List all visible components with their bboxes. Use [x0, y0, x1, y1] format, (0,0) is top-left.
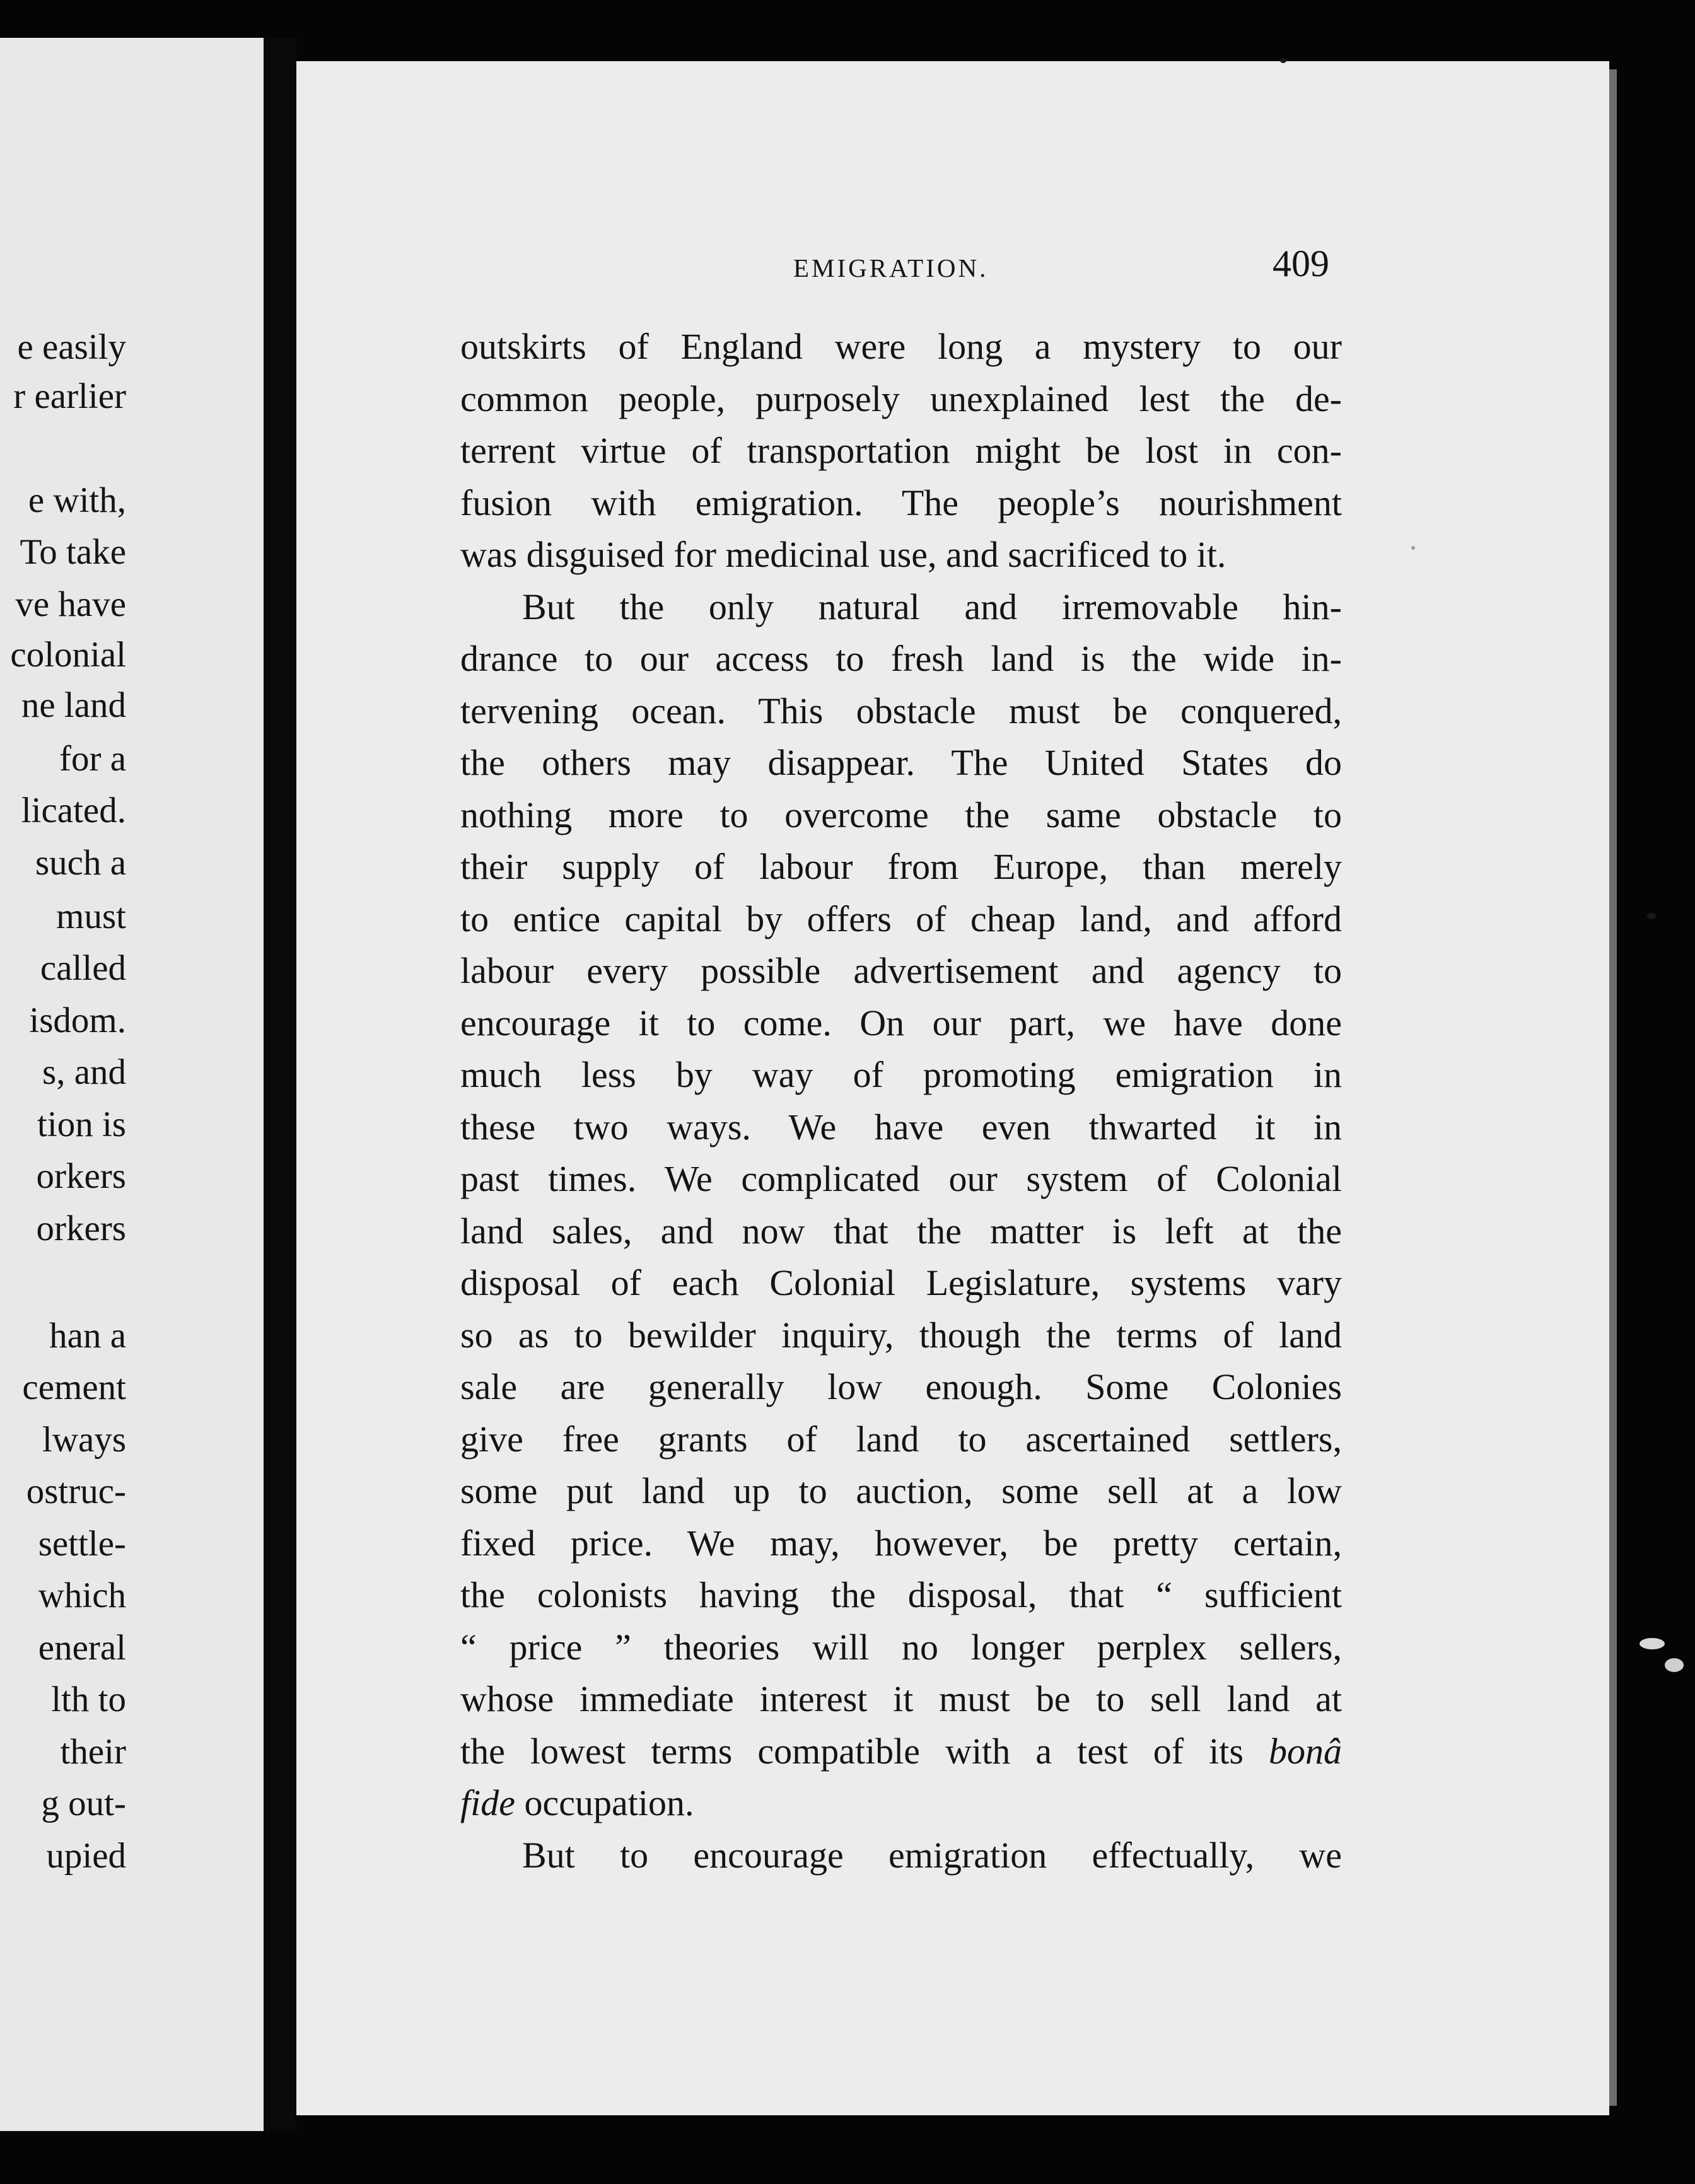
body-line: land sales, and now that the matter is left at the: [460, 1211, 1342, 1252]
body-line: But to encourage emigration effectually, we: [522, 1835, 1342, 1876]
left-page-line: eneral: [38, 1628, 126, 1668]
scan-speck: [1640, 1638, 1665, 1649]
left-page-line: ne land: [21, 685, 126, 725]
body-line: terrent virtue of transportation might be lost in con-: [460, 430, 1342, 471]
scan-speck: [1411, 546, 1415, 550]
left-page-line: To take: [20, 532, 126, 572]
body-line: fixed price. We may, however, be pretty certain,: [460, 1523, 1342, 1564]
body-line: sale are generally low enough. Some Colonies: [460, 1366, 1342, 1407]
left-page-line: ostruc-: [26, 1472, 126, 1511]
body-line: disposal of each Colonial Legislature, systems vary: [460, 1262, 1342, 1303]
body-line: fusion with emigration. The people’s nourishment: [460, 482, 1342, 523]
body-line: common people, purposely unexplained lest the de-: [460, 378, 1342, 419]
left-page-line: which: [38, 1576, 126, 1615]
body-line: whose immediate interest it must be to sell land at: [460, 1678, 1342, 1719]
body-line: nothing more to overcome the same obstacle to: [460, 794, 1342, 835]
body-line: drance to our access to fresh land is the wide in-: [460, 638, 1342, 679]
body-line: “ price ” theories will no longer perplex sellers,: [460, 1627, 1342, 1668]
left-page-line: orkers: [36, 1156, 126, 1196]
left-page-line: must: [56, 897, 126, 936]
left-page-line: isdom.: [29, 1001, 126, 1040]
page-edge: [1609, 69, 1617, 2106]
body-line: their supply of labour from Europe, than merely: [460, 846, 1342, 887]
left-page-line: orkers: [36, 1209, 126, 1248]
body-line-with-italic: [460, 1783, 1342, 1823]
body-line: outskirts of England were long a mystery to our: [460, 326, 1342, 367]
body-line: was disguised for medicinal use, and sacrificed to it.: [460, 534, 1226, 575]
body-line: so as to bewilder inquiry, though the terms of land: [460, 1315, 1342, 1356]
body-line: labour every possible advertisement and agency to: [460, 950, 1342, 991]
body-line-text: occupation.: [524, 1782, 694, 1823]
left-page-line: e easily: [17, 327, 126, 367]
body-line-text: the lowest terms compatible with a test of its: [460, 1731, 1244, 1772]
body-line: past times. We complicated our system of Colonial: [460, 1158, 1342, 1199]
left-page-line: colonial: [10, 635, 126, 675]
left-page-line: s, and: [42, 1052, 126, 1092]
left-page-line: han a: [49, 1316, 126, 1356]
left-page-line: called: [40, 948, 126, 988]
left-page-line: licated.: [21, 791, 126, 830]
left-page-line: for a: [59, 739, 126, 779]
left-page-line: tion is: [37, 1105, 126, 1144]
italic-word: fide: [460, 1782, 515, 1823]
body-line-with-italic: [460, 1731, 1342, 1772]
body-line: the others may disappear. The United States do: [460, 742, 1342, 783]
scan-speck: [1665, 1658, 1684, 1672]
body-line: give free grants of land to ascertained settlers,: [460, 1419, 1342, 1460]
left-page-line: e with,: [28, 480, 126, 520]
left-page-line: upied: [46, 1836, 126, 1876]
italic-word: bonâ: [1269, 1731, 1342, 1772]
left-page-line: ve have: [15, 584, 126, 624]
page-number: 409: [1273, 243, 1329, 284]
left-page-line: their: [60, 1732, 126, 1772]
scan-speck: [1647, 913, 1656, 919]
body-line: the colonists having the disposal, that “ sufficient: [460, 1574, 1342, 1615]
left-page-line: settle-: [38, 1524, 126, 1564]
running-head: EMIGRATION.: [793, 253, 989, 282]
left-page-line: g out-: [41, 1784, 126, 1823]
left-page-line: such a: [35, 843, 126, 883]
left-page-line: cement: [22, 1368, 126, 1407]
body-line: some put land up to auction, some sell at a low: [460, 1470, 1342, 1511]
left-page-line: lth to: [51, 1680, 126, 1719]
body-line: But the only natural and irremovable hin-: [522, 586, 1342, 627]
left-page: [0, 38, 264, 2131]
left-page-line: r earlier: [13, 376, 126, 416]
body-line: much less by way of promoting emigration in: [460, 1054, 1342, 1095]
book-gutter: [264, 38, 296, 2131]
body-line: tervening ocean. This obstacle must be conquered,: [460, 690, 1342, 731]
body-line: to entice capital by offers of cheap land, and afford: [460, 898, 1342, 939]
body-line: these two ways. We have even thwarted it in: [460, 1107, 1342, 1147]
left-page-line: lways: [42, 1420, 126, 1460]
body-line: encourage it to come. On our part, we have done: [460, 1002, 1342, 1043]
scan-speck: [1280, 58, 1286, 63]
